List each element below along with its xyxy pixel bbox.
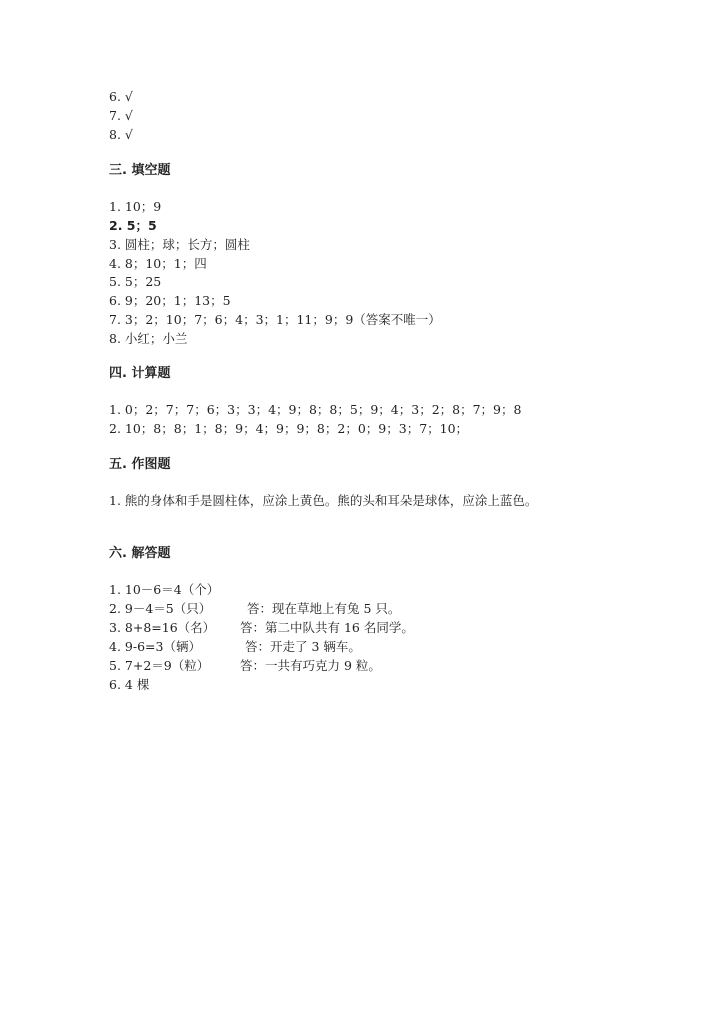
- problem-answer-5: 答：一共有巧克力 9 粒。: [240, 658, 381, 673]
- section-title-drawing: 五. 作图题: [109, 457, 171, 472]
- judgment-item-7: 7. √: [109, 108, 133, 123]
- judgment-item-8: 8. √: [109, 127, 133, 142]
- calc-item-1: 1. 0；2；7；7；6；3；3；4；9；8；8；5；9；4；3；2；8；7；9；8: [109, 402, 522, 417]
- fill-item-4: 4. 8；10；1；四: [109, 256, 207, 271]
- section-title-calculation: 四. 计算题: [109, 366, 171, 381]
- fill-item-3: 3. 圆柱；球；长方；圆柱: [109, 237, 250, 252]
- problem-expr-5: 5. 7+2＝9（粒）: [109, 658, 210, 673]
- drawing-item-1: 1. 熊的身体和手是圆柱体，应涂上黄色。熊的头和耳朵是球体，应涂上蓝色。: [109, 493, 538, 508]
- judgment-item-6: 6. √: [109, 89, 133, 104]
- calc-item-2: 2. 10；8；8；1；8；9；4；9；9；8；2；0；9；3；7；10；: [109, 421, 469, 436]
- section-title-fill-blanks: 三. 填空题: [109, 163, 171, 178]
- fill-item-6: 6. 9；20；1；13；5: [109, 293, 231, 308]
- section-title-word-problems: 六. 解答题: [109, 546, 171, 561]
- problem-expr-2: 2. 9－4＝5（只）: [109, 601, 212, 616]
- problem-answer-4: 答：开走了 3 辆车。: [245, 639, 361, 654]
- fill-item-8: 8. 小红；小兰: [109, 331, 188, 346]
- fill-item-1: 1. 10；9: [109, 199, 162, 214]
- problem-expr-1: 1. 10－6＝4（个）: [109, 582, 220, 597]
- fill-item-5: 5. 5；25: [109, 274, 162, 289]
- problem-expr-6: 6. 4 棵: [109, 677, 150, 692]
- problem-expr-4: 4. 9-6=3（辆）: [109, 639, 201, 654]
- problem-expr-3: 3. 8+8=16（名）: [109, 620, 216, 635]
- problem-answer-3: 答：第二中队共有 16 名同学。: [240, 620, 414, 635]
- problem-answer-2: 答：现在草地上有兔 5 只。: [247, 601, 401, 616]
- fill-item-7: 7. 3；2；10；7；6；4；3；1；11；9；9（答案不唯一）: [109, 312, 441, 327]
- fill-item-2: 2. 5；5: [109, 218, 157, 233]
